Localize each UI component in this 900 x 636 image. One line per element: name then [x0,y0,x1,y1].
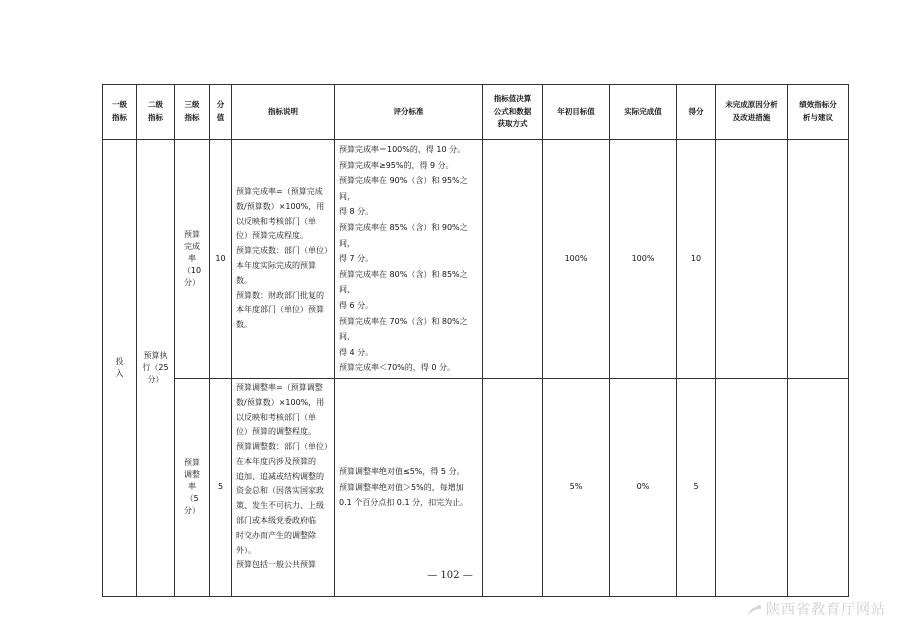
actual-cell: 0% [610,378,677,596]
performance-table [102,84,849,597]
header-score: 分 值 [210,85,232,140]
header-desc: 指标说明 [232,85,335,140]
performance-table-container [102,84,848,570]
target-cell: 100% [543,140,610,379]
header-analysis: 绩效指标分 析与建议 [788,85,849,140]
analysis-cell [788,378,849,596]
desc-cell: 预算完成率=（预算完成 数/预算数）×100%，用 以反映和考核部门（单 位）预算完成程度。 预算完成数：部门（单位） 本年度实际完成的预算 数。 预算数：财政部门批复的 本年度部门（单位）预算 数。 [232,140,335,379]
header-level2: 二级 指标 [137,85,175,140]
page-number: — 102 — [427,570,473,581]
header-criteria: 评分标准 [335,85,483,140]
desc-cell: 预算调整率=（预算调整 数/预算数）×100%，用 以反映和考核部门（单 位）预算的调整程度。 预算调整数：部门（单位） 在本年度内涉及预算的 追加、追减或结构调整的 资金总和（因落实国家政 策、发生不可抗力、上级 部门或本级党委政府临 时交办而产生的调整除 外）。 预算包括一般公共预算 [232,378,335,596]
score-cell: 5 [210,378,232,596]
criteria-cell: 预算完成率＝100%的，得 10 分。 预算完成率≥95%的，得 9 分。 预算完成率在 90%（含）和 95%之间， 得 8 分。 预算完成率在 85%（含）和 90%之间， 得 7 分。 预算完成率在 80%（含）和 85%之间， 得 6 分。 预算完成率在 70%（含）和 80%之间， 得 4 分。 预算完成率＜70%的，得 0 分。 [335,140,483,379]
header-reason: 未完成原因分析 及改进措施 [716,85,788,140]
got-cell: 5 [677,378,716,596]
emblem-icon [746,603,764,617]
got-cell: 10 [677,140,716,379]
header-row [103,85,849,140]
score-cell: 10 [210,140,232,379]
header-level1: 一级 指标 [103,85,137,140]
site-watermark [746,599,886,619]
actual-cell: 100% [610,140,677,379]
table-row [103,140,849,379]
method-cell [483,378,543,596]
level3-cell: 预算 完成 率 （10 分） [175,140,210,379]
reason-cell [716,140,788,379]
criteria-cell: 预算调整率绝对值≤5%，得 5 分。 预算调整率绝对值＞5%的，每增加 0.1 个百分点扣 0.1 分，扣完为止。 [335,378,483,596]
watermark-text: 陕西省教育厅网站 [766,602,886,618]
reason-cell [716,378,788,596]
level1-cell: 投 入 [103,140,137,597]
header-method: 指标值决算 公式和数据 获取方式 [483,85,543,140]
target-cell: 5% [543,378,610,596]
header-actual: 实际完成值 [610,85,677,140]
level3-cell: 预算 调整 率 （5 分） [175,378,210,596]
method-cell [483,140,543,379]
header-target: 年初目标值 [543,85,610,140]
analysis-cell [788,140,849,379]
header-level3: 三级 指标 [175,85,210,140]
header-got: 得分 [677,85,716,140]
table-row [103,378,849,596]
level2-cell: 预算执 行（25 分） [137,140,175,597]
